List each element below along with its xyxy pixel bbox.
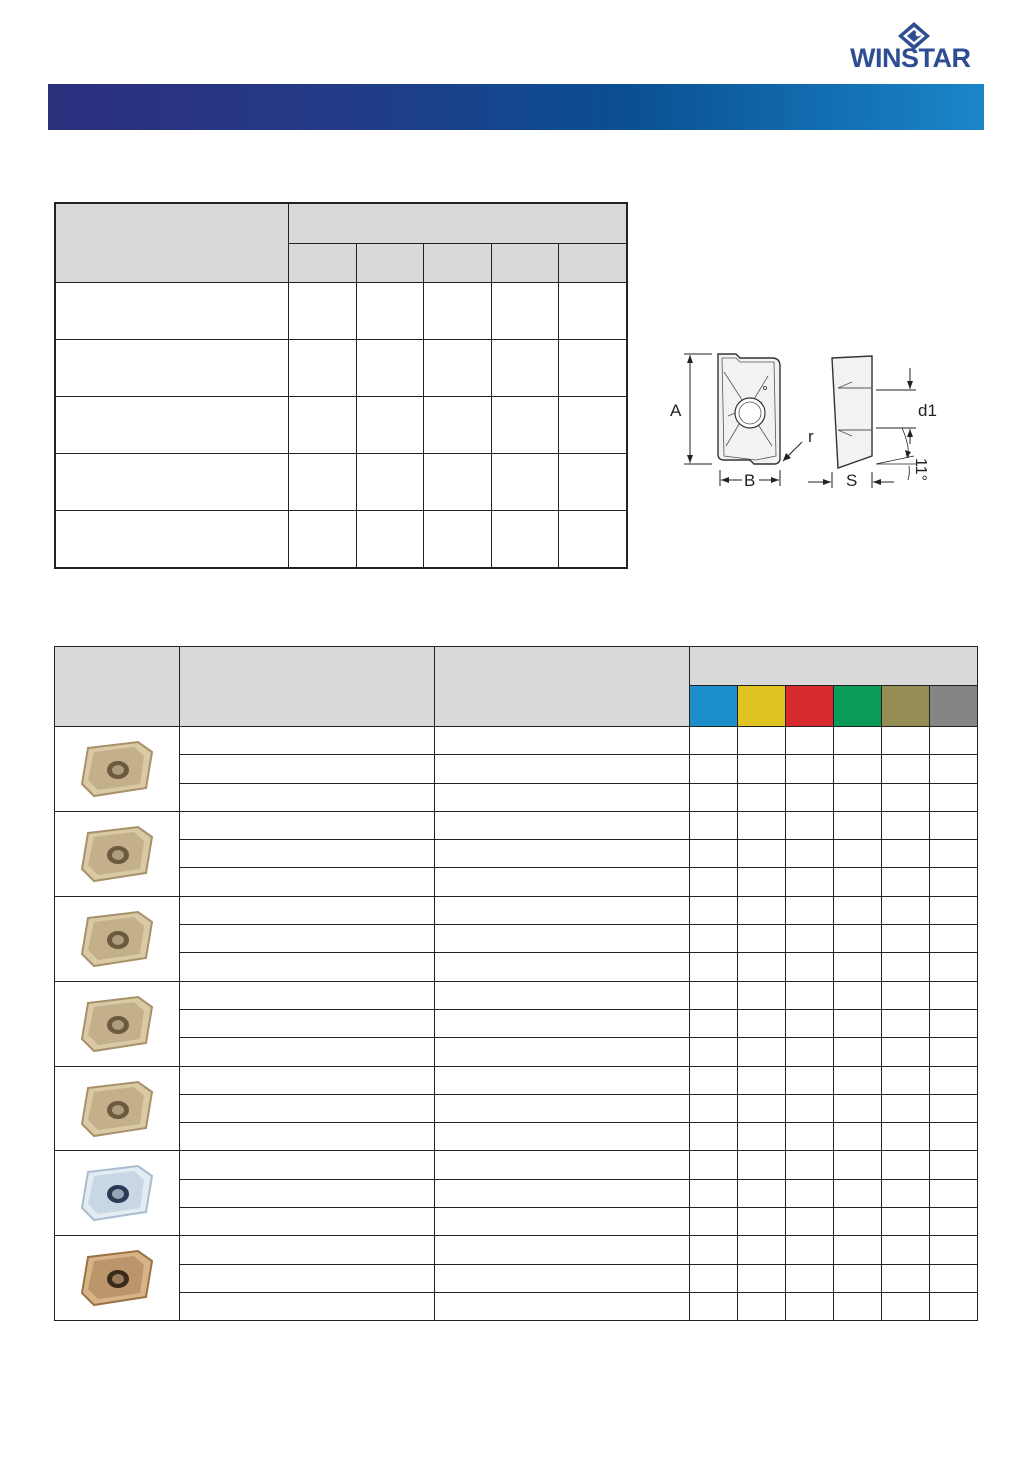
model-cell [180, 1123, 435, 1151]
grade-cell [930, 1179, 978, 1207]
grade-cell [690, 1066, 738, 1094]
insert-gold-icon [55, 983, 179, 1065]
grade-cell [834, 1094, 882, 1122]
description-cell [435, 1151, 690, 1179]
grade-cell [786, 840, 834, 868]
description-cell [435, 727, 690, 755]
insert-silver-icon [55, 1152, 179, 1234]
grade-cell [930, 1038, 978, 1066]
grade-row [55, 896, 978, 924]
grade-cell [882, 1208, 930, 1236]
grade-row [55, 1038, 978, 1066]
description-cell [435, 755, 690, 783]
grade-header-description [435, 647, 690, 727]
grade-row [55, 1208, 978, 1236]
grade-cell [834, 1264, 882, 1292]
insert-dimension-drawing [662, 346, 962, 496]
insert-image-cell [55, 981, 180, 1066]
grade-cell [690, 1264, 738, 1292]
grade-cell [690, 896, 738, 924]
grade-cell [786, 1151, 834, 1179]
label-s: S [846, 471, 858, 490]
grade-cell [930, 811, 978, 839]
grade-cell [786, 1179, 834, 1207]
description-cell [435, 1264, 690, 1292]
description-cell [435, 1123, 690, 1151]
grade-cell [690, 1236, 738, 1264]
grade-cell [738, 925, 786, 953]
grade-cell [786, 1009, 834, 1037]
grade-cell [930, 1066, 978, 1094]
grade-row [55, 953, 978, 981]
grade-swatch-olive [882, 686, 930, 727]
grade-cell [834, 953, 882, 981]
dimension-header-model [55, 203, 289, 283]
grade-cell [786, 1066, 834, 1094]
grade-cell [786, 1292, 834, 1320]
grade-cell [930, 840, 978, 868]
grade-cell [930, 1208, 978, 1236]
model-cell [180, 981, 435, 1009]
grade-cell [930, 925, 978, 953]
description-cell [435, 1094, 690, 1122]
grade-swatch-red [786, 686, 834, 727]
model-cell [180, 953, 435, 981]
winstar-logo [846, 22, 988, 74]
grade-cell [930, 1264, 978, 1292]
grade-cell [882, 1292, 930, 1320]
grade-cell [882, 1179, 930, 1207]
description-cell [435, 925, 690, 953]
model-cell [180, 755, 435, 783]
model-cell [180, 727, 435, 755]
model-cell [180, 1236, 435, 1264]
grade-cell [786, 1038, 834, 1066]
grade-cell [834, 1151, 882, 1179]
grade-cell [738, 1236, 786, 1264]
label-d1: d1 [918, 401, 937, 420]
grade-cell [690, 868, 738, 896]
grade-cell [930, 981, 978, 1009]
description-cell [435, 1292, 690, 1320]
insert-image-cell [55, 1236, 180, 1321]
insert-image-cell [55, 811, 180, 896]
grade-cell [690, 1038, 738, 1066]
model-cell [180, 868, 435, 896]
grade-row [55, 727, 978, 755]
grade-cell [882, 953, 930, 981]
model-cell [180, 783, 435, 811]
grade-cell [930, 868, 978, 896]
model-cell [180, 1038, 435, 1066]
grade-cell [738, 1038, 786, 1066]
grade-cell [690, 1094, 738, 1122]
label-angle: 11° [912, 458, 929, 482]
description-cell [435, 811, 690, 839]
dimension-subheader-cell [289, 243, 357, 283]
grade-row [55, 1094, 978, 1122]
grade-row [55, 1066, 978, 1094]
grade-cell [882, 1264, 930, 1292]
dimension-subheader-cell [356, 243, 424, 283]
grade-cell [738, 1292, 786, 1320]
description-cell [435, 1038, 690, 1066]
grade-cell [834, 925, 882, 953]
grade-cell [930, 896, 978, 924]
model-cell [180, 896, 435, 924]
insert-gold-icon [55, 813, 179, 895]
grade-cell [738, 783, 786, 811]
grade-cell [738, 1179, 786, 1207]
model-cell [180, 1264, 435, 1292]
label-a: A [670, 401, 682, 420]
grade-cell [738, 811, 786, 839]
grade-cell [738, 840, 786, 868]
insert-image-cell [55, 1151, 180, 1236]
dimension-subheader-cell [491, 243, 559, 283]
grade-row [55, 868, 978, 896]
grade-cell [882, 981, 930, 1009]
grade-cell [834, 1292, 882, 1320]
grade-cell [786, 727, 834, 755]
dimension-row [55, 511, 627, 569]
insert-gold-icon [55, 728, 179, 810]
grade-cell [882, 811, 930, 839]
grade-cell [738, 1264, 786, 1292]
grade-cell [882, 783, 930, 811]
description-cell [435, 840, 690, 868]
description-cell [435, 1179, 690, 1207]
grade-cell [738, 953, 786, 981]
logo-wordmark: WINSTAR [850, 43, 971, 73]
grade-cell [882, 1123, 930, 1151]
grade-row [55, 783, 978, 811]
insert-image-cell [55, 1066, 180, 1151]
grade-cell [786, 1123, 834, 1151]
grade-cell [738, 1094, 786, 1122]
insert-image-cell [55, 727, 180, 812]
grade-cell [834, 896, 882, 924]
grade-cell [882, 840, 930, 868]
grade-row [55, 925, 978, 953]
model-cell [180, 1151, 435, 1179]
grade-cell [930, 755, 978, 783]
model-cell [180, 840, 435, 868]
model-cell [180, 1292, 435, 1320]
grade-cell [882, 1151, 930, 1179]
label-b: B [744, 471, 756, 490]
description-cell [435, 868, 690, 896]
grade-cell [834, 1179, 882, 1207]
grade-cell [882, 1236, 930, 1264]
grade-cell [690, 840, 738, 868]
grade-cell [690, 1208, 738, 1236]
insert-gold-icon [55, 1068, 179, 1150]
model-cell [180, 1009, 435, 1037]
dimension-table [54, 202, 628, 569]
grade-cell [738, 868, 786, 896]
description-cell [435, 953, 690, 981]
description-cell [435, 1009, 690, 1037]
dimension-row [55, 340, 627, 397]
grade-cell [786, 868, 834, 896]
model-cell [180, 925, 435, 953]
grade-row [55, 755, 978, 783]
grade-cell [834, 1009, 882, 1037]
description-cell [435, 1208, 690, 1236]
grade-cell [690, 953, 738, 981]
grade-cell [738, 1151, 786, 1179]
insert-grade-table [54, 646, 978, 1321]
grade-cell [834, 1066, 882, 1094]
model-cell [180, 811, 435, 839]
grade-cell [738, 1123, 786, 1151]
grade-cell [882, 896, 930, 924]
grade-cell [690, 925, 738, 953]
grade-header-model [180, 647, 435, 727]
grade-cell [834, 840, 882, 868]
grade-cell [882, 1009, 930, 1037]
grade-cell [786, 783, 834, 811]
grade-cell [834, 1123, 882, 1151]
dimension-row [55, 283, 627, 340]
grade-cell [738, 896, 786, 924]
grade-cell [786, 896, 834, 924]
grade-cell [690, 755, 738, 783]
grade-cell [690, 1123, 738, 1151]
grade-cell [930, 1009, 978, 1037]
grade-cell [690, 1151, 738, 1179]
grade-cell [738, 727, 786, 755]
grade-cell [834, 868, 882, 896]
grade-cell [834, 727, 882, 755]
grade-cell [930, 1236, 978, 1264]
model-cell [180, 1179, 435, 1207]
grade-cell [882, 1066, 930, 1094]
grade-cell [786, 1264, 834, 1292]
grade-cell [738, 981, 786, 1009]
dimension-subheader-cell [559, 243, 627, 283]
grade-cell [834, 783, 882, 811]
insert-image-cell [55, 896, 180, 981]
label-r: r [808, 427, 814, 446]
grade-row [55, 1264, 978, 1292]
model-cell [180, 1066, 435, 1094]
grade-cell [786, 811, 834, 839]
dimension-row [55, 454, 627, 511]
grade-cell [882, 925, 930, 953]
grade-header-row [55, 647, 978, 686]
grade-row [55, 1179, 978, 1207]
grade-cell [834, 1038, 882, 1066]
grade-cell [690, 1292, 738, 1320]
grade-cell [690, 981, 738, 1009]
grade-cell [786, 953, 834, 981]
description-cell [435, 981, 690, 1009]
grade-cell [930, 1292, 978, 1320]
grade-cell [690, 811, 738, 839]
grade-cell [930, 1094, 978, 1122]
grade-cell [690, 1179, 738, 1207]
grade-cell [738, 1066, 786, 1094]
grade-row [55, 1151, 978, 1179]
grade-cell [834, 811, 882, 839]
grade-cell [930, 1151, 978, 1179]
description-cell [435, 783, 690, 811]
grade-cell [690, 727, 738, 755]
grade-cell [882, 755, 930, 783]
grade-cell [930, 727, 978, 755]
grade-cell [882, 1038, 930, 1066]
grade-swatch-blue [690, 686, 738, 727]
grade-cell [738, 755, 786, 783]
dimension-subheader-cell [424, 243, 492, 283]
grade-cell [690, 1009, 738, 1037]
dimension-header-dims [289, 203, 627, 243]
grade-cell [834, 755, 882, 783]
grade-cell [930, 1123, 978, 1151]
grade-cell [882, 727, 930, 755]
grade-row [55, 840, 978, 868]
grade-header-image [55, 647, 180, 727]
grade-swatch-gray [930, 686, 978, 727]
insert-gold-icon [55, 898, 179, 980]
grade-row [55, 1123, 978, 1151]
grade-cell [834, 981, 882, 1009]
grade-cell [786, 1208, 834, 1236]
model-cell [180, 1094, 435, 1122]
description-cell [435, 1236, 690, 1264]
dimension-header-row [55, 203, 627, 243]
grade-cell [834, 1208, 882, 1236]
grade-cell [930, 783, 978, 811]
grade-row [55, 1292, 978, 1320]
grade-cell [930, 953, 978, 981]
description-cell [435, 896, 690, 924]
grade-cell [786, 925, 834, 953]
grade-cell [786, 755, 834, 783]
grade-cell [786, 981, 834, 1009]
grade-row [55, 981, 978, 1009]
insert-bronze-icon [55, 1237, 179, 1319]
grade-row [55, 811, 978, 839]
grade-row [55, 1236, 978, 1264]
grade-cell [834, 1236, 882, 1264]
grade-cell [882, 868, 930, 896]
grade-swatch-green [834, 686, 882, 727]
model-cell [180, 1208, 435, 1236]
grade-row [55, 1009, 978, 1037]
grade-cell [738, 1208, 786, 1236]
grade-header-grades [690, 647, 978, 686]
grade-swatch-yellow [738, 686, 786, 727]
title-banner [48, 84, 984, 130]
grade-cell [786, 1236, 834, 1264]
grade-cell [882, 1094, 930, 1122]
description-cell [435, 1066, 690, 1094]
grade-cell [786, 1094, 834, 1122]
grade-cell [690, 783, 738, 811]
grade-cell [738, 1009, 786, 1037]
dimension-row [55, 397, 627, 454]
